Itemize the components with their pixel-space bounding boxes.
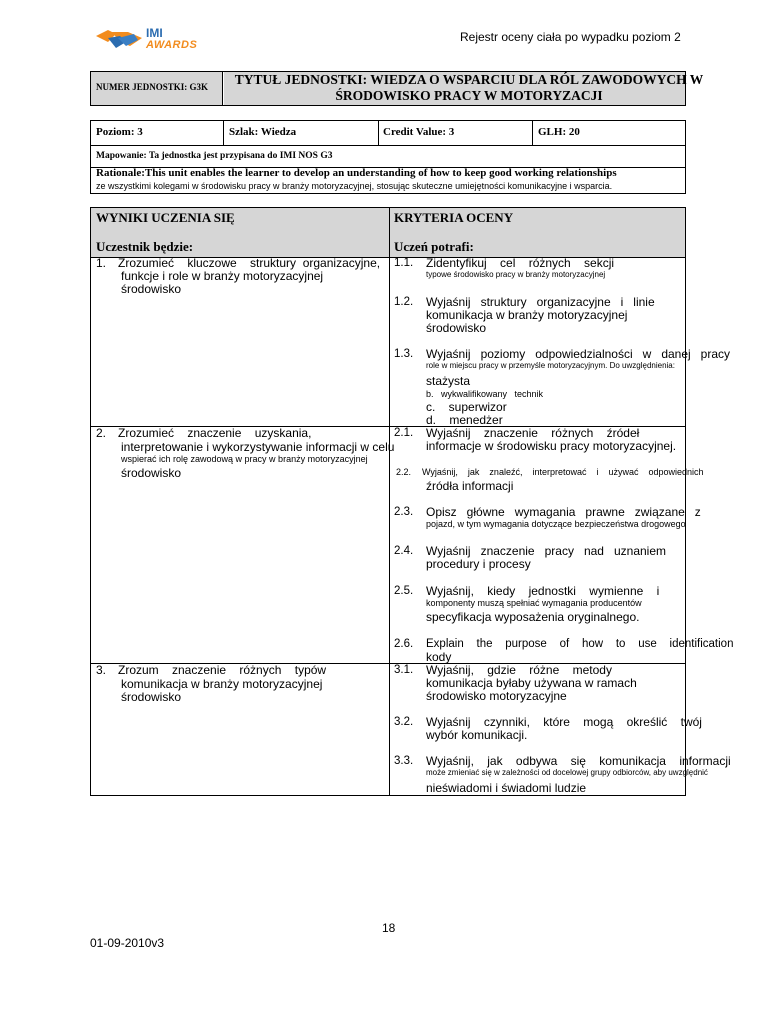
outcome-text: środowisko	[121, 690, 182, 704]
criterion-text: nieświadomi i świadomi ludzie	[426, 781, 587, 795]
criterion-text: Wyjaśnij poziomy odpowiedzialności w danej pracy	[426, 347, 731, 361]
document-title: Rejestr oceny ciała po wypadku poziom 2	[460, 30, 681, 44]
outcome-text: interpretowanie i wykorzystywanie informacji w celu	[121, 440, 395, 454]
criterion-text: Wyjaśnij znaczenie różnych źródeł	[426, 426, 640, 440]
divider	[223, 120, 224, 145]
page-number: 18	[382, 921, 396, 935]
criterion-number: 2.5.	[394, 585, 414, 597]
criterion-text: Wyjaśnij znaczenie pracy nad uznaniem	[426, 544, 667, 558]
learning-outcomes-heading: WYNIKI UCZENIA SIĘ	[96, 210, 235, 225]
criterion-text: specyfikacja wyposażenia oryginalnego.	[426, 610, 640, 624]
rationale-continuation: ze wszystkimi kolegami w środowisku pracy w branży motoryzacyjnej, stosując skuteczne umiejętności komunikacyjne i wsparcia.	[96, 181, 613, 191]
glh-value: GLH: 20	[538, 126, 580, 138]
criterion-text: Opisz główne wymagania prawne związane z	[426, 505, 701, 519]
divider	[378, 120, 379, 145]
criterion-number: 1.2.	[394, 296, 414, 308]
criterion-number: 3.2.	[394, 716, 414, 728]
criterion-text: Wyjaśnij, jak odbywa się komunikacja informacji	[426, 754, 731, 768]
criterion-text: Wyjaśnij struktury organizacyjne i linie	[426, 295, 655, 309]
level-value: Poziom: 3	[96, 126, 143, 138]
outcome-text: Zrozumieć kluczowe struktury organizacyjne,	[118, 256, 381, 270]
unit-number: NUMER JEDNOSTKI: G3K	[96, 82, 209, 92]
logo-text-awards: AWARDS	[146, 39, 198, 51]
criterion-list-item: c. superwizor	[426, 400, 507, 414]
criterion-number: 1.3.	[394, 348, 414, 360]
criterion-number: 3.1.	[394, 664, 414, 676]
criterion-text: komponenty muszą spełniać wymagania producentów	[426, 598, 642, 608]
criterion-text: komunikacja byłaby używana w ramach	[426, 676, 637, 690]
outcome-text: środowisko	[121, 282, 182, 296]
criterion-text: procedury i procesy	[426, 557, 531, 571]
criterion-number: 2.2.	[396, 467, 412, 477]
outcome-text: komunikacja w branży motoryzacyjnej	[121, 677, 323, 691]
criterion-text: kody	[426, 650, 452, 664]
document-version: 01-09-2010v3	[90, 936, 165, 950]
divider	[532, 120, 533, 145]
outcome-text: wspierać ich rolę zawodową w pracy w branży motoryzacyjnej	[121, 454, 368, 464]
criterion-text: pojazd, w tym wymagania dotyczące bezpieczeństwa drogowego	[426, 519, 686, 529]
assessment-criteria-heading: KRYTERIA OCENY	[394, 210, 514, 225]
credit-value: Credit Value: 3	[383, 126, 455, 138]
criterion-list-item: b. wykwalifikowany technik	[426, 389, 544, 399]
criterion-number: 2.3.	[394, 506, 414, 518]
criterion-text: Zidentyfikuj cel różnych sekcji	[426, 256, 615, 270]
logo-text-imi: IMI	[146, 26, 163, 40]
criterion-text: typowe środowisko pracy w branży motoryzacyjnej	[426, 270, 606, 279]
criterion-text: informacje w środowisku pracy motoryzacyjnej.	[426, 439, 677, 453]
criterion-number: 2.4.	[394, 545, 414, 557]
outcome-text: Zrozumieć znaczenie uzyskania,	[118, 426, 312, 440]
criterion-list-item: d. menedżer	[426, 413, 503, 427]
outcome-text: funkcje i role w branży motoryzacyjnej	[121, 269, 324, 283]
unit-title	[224, 72, 714, 104]
outcome-number: 1.	[96, 256, 107, 270]
criterion-text: role w miejscu pracy w przemyśle motoryzacyjnym. Do uwzględnienia:	[426, 361, 675, 370]
criterion-text: Explain the purpose of how to use identification	[426, 638, 734, 650]
criterion-text: Wyjaśnij, gdzie różne metody	[426, 663, 612, 677]
criterion-text: może zmieniać się w zależności od docelowej grupy odbiorców, aby uwzględnić	[426, 768, 708, 777]
criterion-text: Wyjaśnij, kiedy jednostki wymienne i	[426, 584, 660, 598]
divider	[90, 145, 686, 146]
learner-will-label: Uczestnik będzie:	[96, 239, 194, 254]
criterion-number: 1.1.	[394, 257, 414, 269]
unit-title-line-2: ŚRODOWISKO PRACY W MOTORYZACJI	[335, 88, 603, 103]
rationale-text: Rationale:This unit enables the learner to develop an understanding of how to keep good working relationships	[96, 167, 617, 179]
unit-title-line-1: TYTUŁ JEDNOSTKI: WIEDZA O WSPARCIU DLA RÓL ZAWODOWYCH W	[234, 72, 704, 87]
criterion-number: 2.6.	[394, 638, 414, 650]
outcome-number: 3.	[96, 663, 107, 677]
column-divider	[389, 207, 390, 796]
outcome-text: środowisko	[121, 466, 182, 480]
criterion-text: komunikacja w branży motoryzacyjnej	[426, 308, 628, 322]
criterion-list-item: stażysta	[426, 374, 471, 388]
handshake-icon	[94, 24, 146, 54]
criterion-number: 2.1.	[394, 427, 414, 439]
criterion-text: źródła informacji	[426, 479, 514, 493]
criterion-number: 3.3.	[394, 755, 414, 767]
criterion-text: Wyjaśnij czynniki, które mogą określić twój	[426, 715, 702, 729]
criterion-text: środowisko motoryzacyjne	[426, 689, 567, 703]
learner-can-label: Uczeń potrafi:	[394, 239, 474, 254]
outcome-number: 2.	[96, 426, 107, 440]
criterion-text: środowisko	[426, 321, 487, 335]
outcome-text: Zrozum znaczenie różnych typów	[118, 663, 327, 677]
criterion-text: wybór komunikacji.	[426, 728, 528, 742]
strand-value: Szlak: Wiedza	[229, 126, 297, 138]
mapping-text: Mapowanie: Ta jednostka jest przypisana do IMI NOS G3	[96, 151, 333, 161]
criterion-text: Wyjaśnij, jak znaleźć, interpretować i używać odpowiednich	[422, 467, 704, 477]
